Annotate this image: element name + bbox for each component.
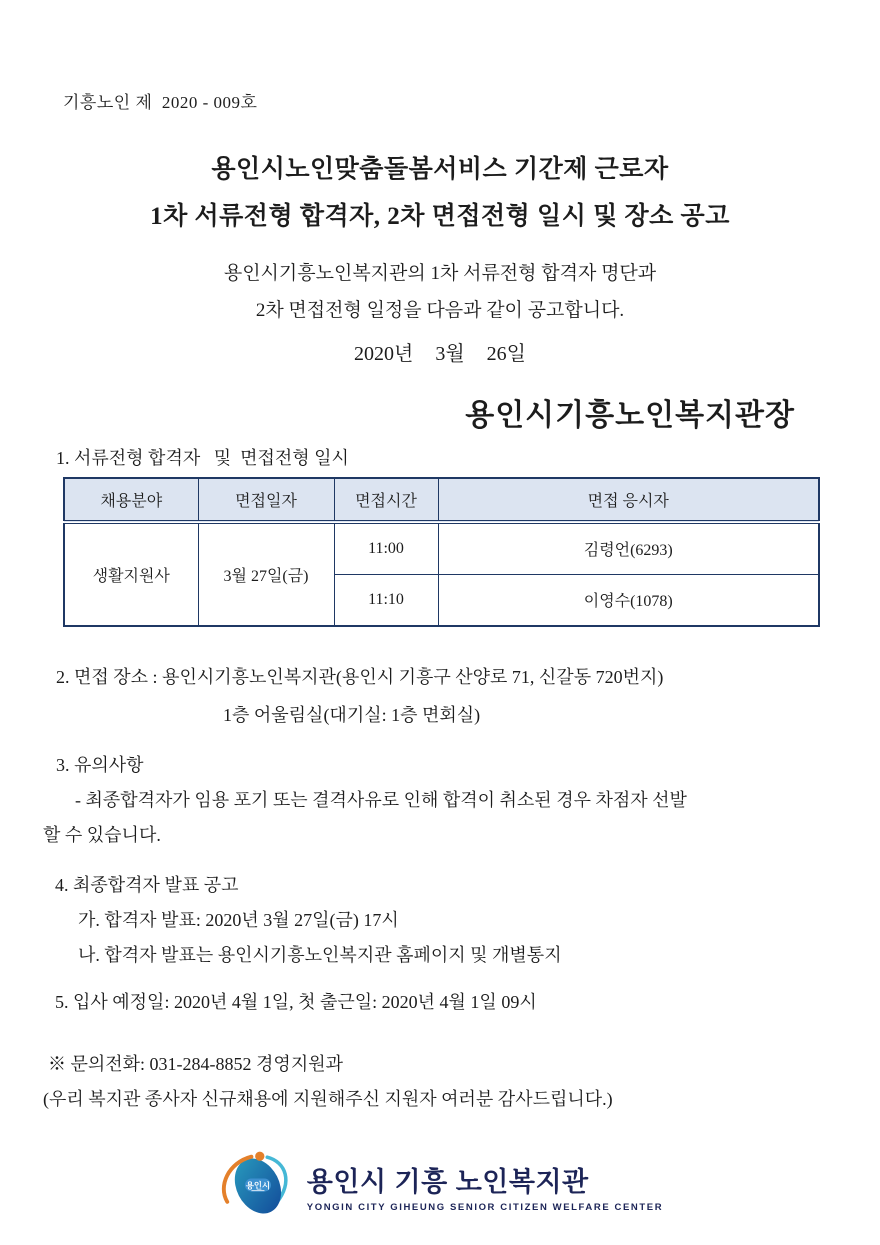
section-3-precautions xyxy=(43,748,687,853)
center-name-korean: 용인시 기흥 노인복지관 xyxy=(306,1166,589,1197)
logo-badge-text: 용인시 xyxy=(245,1180,270,1191)
interview-schedule-table xyxy=(63,477,820,627)
center-name-english: YONGIN CITY GIHEUNG SENIOR CITIZEN WELFARE CENTER xyxy=(306,1201,664,1213)
section-2-line-1: 2. 면접 장소 : 용인시기흥노인복지관(용인시 기흥구 산양로 71, 신갈동 720번지) xyxy=(56,667,664,687)
orange-orbit-dot xyxy=(255,1152,264,1161)
doc-subtitle-line-1: 용인시기흥노인복지관의 1차 서류전형 합격자 명단과 xyxy=(223,263,657,284)
doc-number: 기흥노인 제 2020 - 009호 xyxy=(63,93,258,112)
section-4-item-ga: 가. 합격자 발표: 2020년 3월 27일(금) 17시 xyxy=(78,910,399,930)
section-4-item-na: 나. 합격자 발표는 용인시기흥노인복지관 홈페이지 및 개별통지 xyxy=(78,945,562,965)
doc-title-line-1: 용인시노인맞춤돌봄서비스 기간제 근로자 xyxy=(211,156,669,183)
column-header-applicant: 면접 응시자 xyxy=(438,478,819,522)
column-header-interview-date: 면접일자 xyxy=(198,478,334,522)
column-header-interview-time: 면접시간 xyxy=(334,478,438,522)
section-1-heading: 1. 서류전형 합격자 및 면접전형 일시 xyxy=(56,448,349,468)
section-2-line-2: 1층 어울림실(대기실: 1층 면회실) xyxy=(223,705,481,725)
center-logo xyxy=(0,1148,880,1224)
doc-subtitle xyxy=(0,255,880,329)
doc-title xyxy=(0,146,880,240)
applicant-cell: 이영수(1078) xyxy=(438,574,819,626)
section-3-line-1: - 최종합격자가 임용 포기 또는 결격사유로 인해 합격이 취소된 경우 차점자 선발 xyxy=(75,790,687,810)
section-3-heading: 3. 유의사항 xyxy=(56,755,144,775)
contact-phone-note: ※ 문의전화: 031-284-8852 경영지원과 xyxy=(48,1054,343,1074)
doc-title-line-2: 1차 서류전형 합격자, 2차 면접전형 일시 및 장소 공고 xyxy=(150,203,730,230)
center-logo-icon xyxy=(217,1148,297,1224)
doc-subtitle-line-2: 2차 면접전형 일정을 다음과 같이 공고합니다. xyxy=(255,300,625,321)
center-logo-text xyxy=(307,1160,663,1213)
section-3-line-2: 할 수 있습니다. xyxy=(43,825,161,845)
interview-date-cell: 3월 27일(금) xyxy=(198,522,334,626)
section-2-interview-place xyxy=(56,658,663,734)
section-4-final-announcement xyxy=(55,868,562,973)
signer-name: 용인시기흥노인복지관장 xyxy=(465,399,795,432)
announcement-date: 2020년 3월 26일 xyxy=(354,343,526,365)
table-header-row xyxy=(64,478,819,522)
table-row xyxy=(64,522,819,574)
section-5-start-date: 5. 입사 예정일: 2020년 4월 1일, 첫 출근일: 2020년 4월 1일 09시 xyxy=(55,992,537,1012)
interview-time-cell: 11:10 xyxy=(334,574,438,626)
logo-badge-underline xyxy=(251,1190,264,1191)
interview-time-cell: 11:00 xyxy=(334,522,438,574)
section-4-heading: 4. 최종합격자 발표 공고 xyxy=(55,875,239,895)
thanks-note: (우리 복지관 종사자 신규채용에 지원해주신 지원자 여러분 감사드립니다.) xyxy=(43,1089,613,1109)
job-category-cell: 생활지원사 xyxy=(64,522,198,626)
column-header-category: 채용분야 xyxy=(64,478,198,522)
applicant-cell: 김령언(6293) xyxy=(438,522,819,574)
